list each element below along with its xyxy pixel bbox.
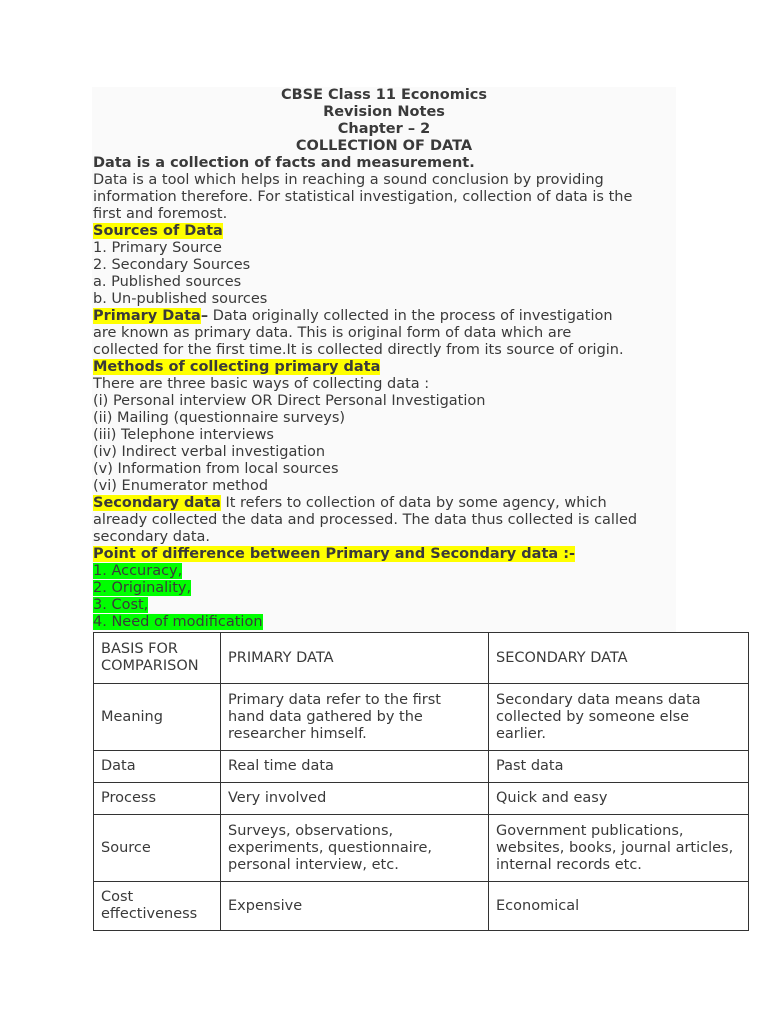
doc-title-line-1: CBSE Class 11 Economics [280, 87, 488, 103]
methods-item: (vi) Enumerator method [93, 478, 269, 494]
table-cell: Meaning [94, 684, 221, 751]
difference-item [93, 580, 713, 597]
difference-item [93, 563, 713, 580]
sources-item: b. Un-published sources [93, 291, 268, 307]
methods-item: (i) Personal interview OR Direct Personal Investigation [93, 393, 486, 409]
doc-title-line-3: Chapter – 2 [337, 121, 431, 137]
table-cell: Real time data [221, 751, 489, 783]
secondary-data-term: Secondary data [93, 495, 221, 511]
table-cell: Surveys, observations, experiments, questionnaire, personal interview, etc. [221, 815, 489, 882]
table-row [94, 882, 749, 931]
table-cell: Quick and easy [489, 783, 749, 815]
secondary-definition-line [93, 495, 713, 512]
table-cell: Expensive [221, 882, 489, 931]
difference-heading-line [93, 546, 713, 563]
sources-item: 1. Primary Source [93, 240, 222, 256]
difference-item-label: 3. Cost, [93, 597, 149, 613]
difference-item-label: 1. Accuracy, [93, 563, 183, 579]
difference-heading: Point of difference between Primary and Secondary data :- [93, 546, 576, 562]
table-header-cell: SECONDARY DATA [489, 633, 749, 684]
methods-intro: There are three basic ways of collecting data : [93, 376, 430, 392]
secondary-text-line: already collected the data and processed. The data thus collected is called [93, 512, 638, 528]
methods-heading: Methods of collecting primary data [93, 359, 381, 375]
table-row [94, 684, 749, 751]
methods-heading-line [93, 359, 713, 376]
secondary-text-line: secondary data. [93, 529, 211, 545]
difference-item-label: 2. Originality, [93, 580, 192, 596]
table-cell: Past data [489, 751, 749, 783]
sources-heading-line [93, 223, 713, 240]
difference-item [93, 614, 713, 631]
doc-title-line-4: COLLECTION OF DATA [295, 138, 473, 154]
primary-definition-line [93, 308, 713, 325]
primary-text: Data originally collected in the process of investigation [208, 308, 613, 324]
table-cell: Government publications, websites, books, journal articles, internal records etc. [489, 815, 749, 882]
sources-item: a. Published sources [93, 274, 242, 290]
methods-item: (iii) Telephone interviews [93, 427, 274, 443]
sources-item: 2. Secondary Sources [93, 257, 251, 273]
primary-data-term: Primary Data [93, 308, 201, 324]
intro-line: Data is a tool which helps in reaching a sound conclusion by providing [93, 172, 604, 188]
table-cell: Process [94, 783, 221, 815]
table-row [94, 751, 749, 783]
sources-heading: Sources of Data [93, 223, 223, 239]
table-cell: Source [94, 815, 221, 882]
table-cell: Secondary data means data collected by someone else earlier. [489, 684, 749, 751]
methods-item: (iv) Indirect verbal investigation [93, 444, 326, 460]
primary-text-line: are known as primary data. This is original form of data which are [93, 325, 572, 341]
intro-line: first and foremost. [93, 206, 228, 222]
table-cell: Very involved [221, 783, 489, 815]
table-cell: Data [94, 751, 221, 783]
primary-dash: – [200, 308, 209, 324]
intro-definition: Data is a collection of facts and measurement. [93, 155, 475, 171]
methods-item: (v) Information from local sources [93, 461, 339, 477]
comparison-table [93, 632, 749, 931]
table-cell: Economical [489, 882, 749, 931]
primary-text-line: collected for the first time.It is collected directly from its source of origin. [93, 342, 624, 358]
secondary-text: It refers to collection of data by some agency, which [220, 495, 607, 511]
table-header-cell: PRIMARY DATA [221, 633, 489, 684]
table-row [94, 815, 749, 882]
table-header-row [94, 633, 749, 684]
doc-title-line-2: Revision Notes [323, 104, 445, 120]
document-body [93, 87, 713, 631]
table-header-cell: BASIS FOR COMPARISON [94, 633, 221, 684]
methods-item: (ii) Mailing (questionnaire surveys) [93, 410, 346, 426]
table-cell: Cost effectiveness [94, 882, 221, 931]
intro-line: information therefore. For statistical investigation, collection of data is the [93, 189, 633, 205]
difference-item [93, 597, 713, 614]
difference-item-label: 4. Need of modification [93, 614, 263, 630]
table-cell: Primary data refer to the first hand data gathered by the researcher himself. [221, 684, 489, 751]
table-row [94, 783, 749, 815]
